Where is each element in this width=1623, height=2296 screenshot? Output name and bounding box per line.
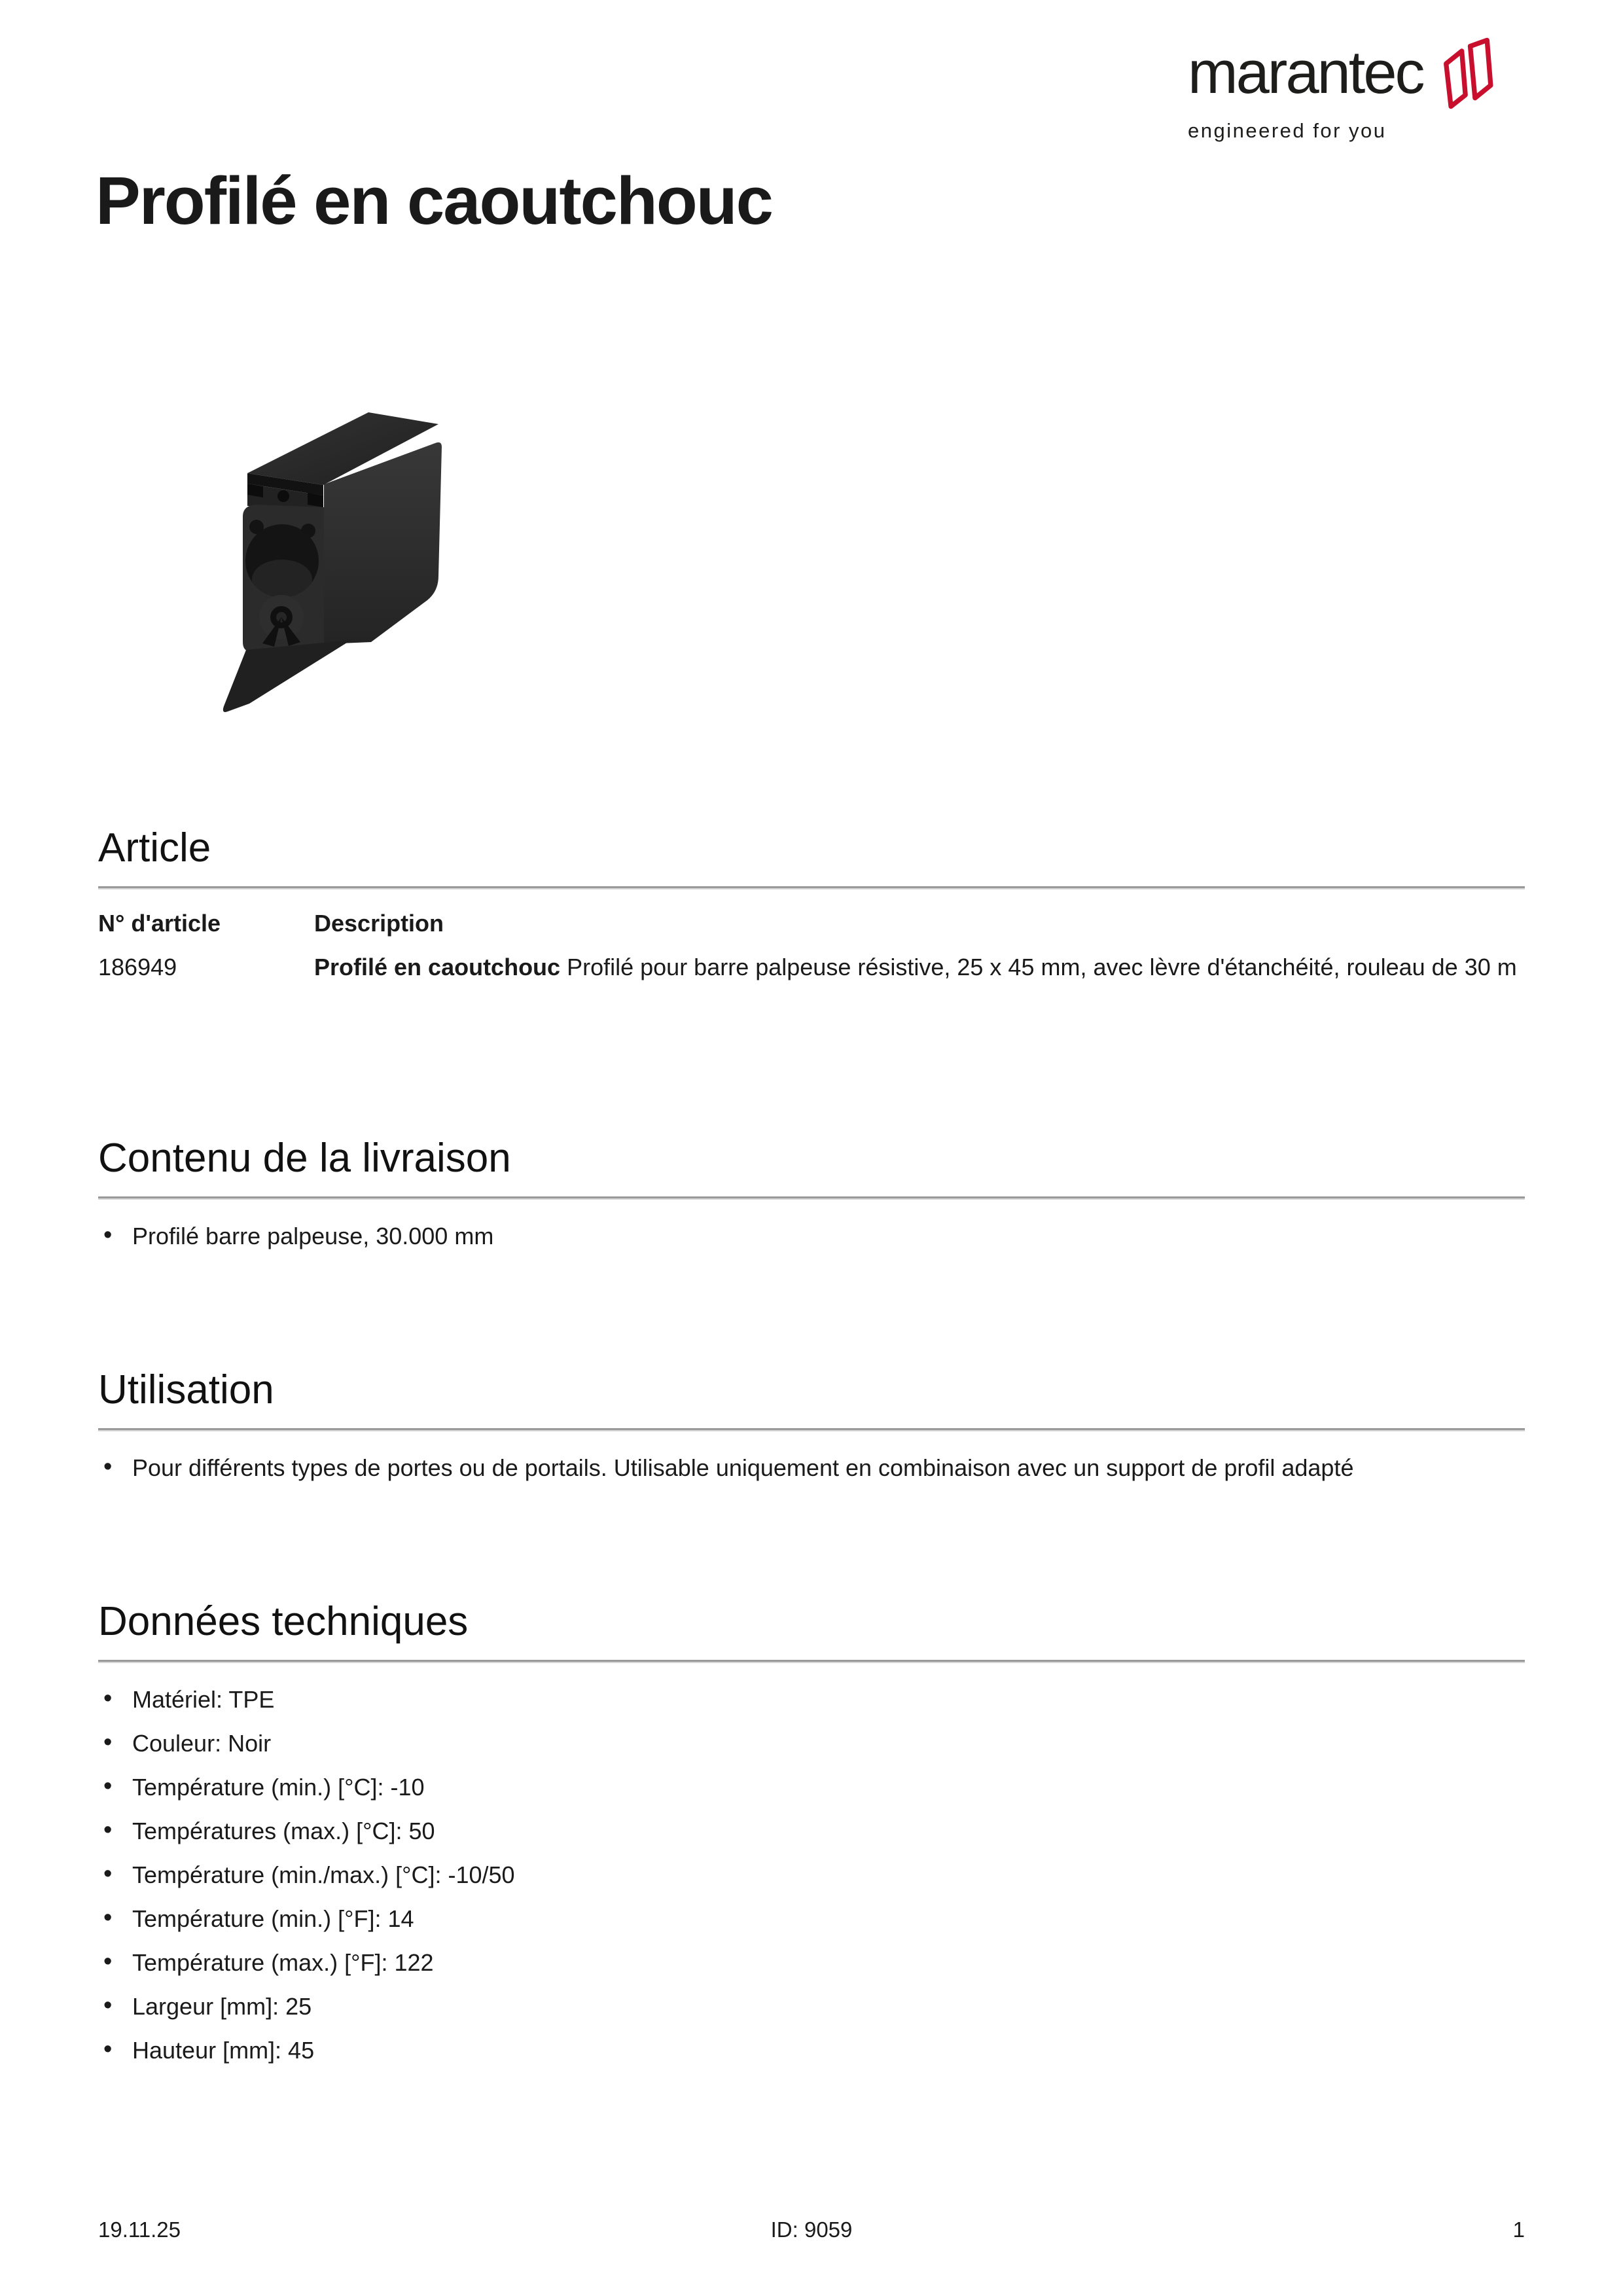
technical-data-list — [98, 1685, 1525, 2065]
marantec-double-door-icon — [1436, 37, 1497, 110]
col-article-number: N° d'article — [98, 910, 221, 937]
section-technical-data — [98, 1600, 1525, 2080]
page-footer — [98, 2217, 1525, 2242]
divider — [98, 1660, 1525, 1663]
section-usage-heading: Utilisation — [98, 1367, 274, 1412]
section-delivery — [98, 1136, 1525, 1266]
article-number: 186949 — [98, 954, 177, 981]
list-item: • Largeur [mm]: 25 — [98, 1992, 1525, 2021]
divider — [98, 1428, 1525, 1431]
list-item: • Hauteur [mm]: 45 — [98, 2036, 1525, 2065]
list-item: • Températures (max.) [°C]: 50 — [98, 1817, 1525, 1846]
section-technical-data-heading: Données techniques — [98, 1599, 469, 1644]
list-item: • Température (min.) [°F]: 14 — [98, 1905, 1525, 1933]
divider — [98, 886, 1525, 889]
section-usage — [98, 1368, 1525, 1498]
list-item: • Température (max.) [°F]: 122 — [98, 1948, 1525, 1977]
footer-doc-id: ID: 9059 — [770, 2217, 853, 2242]
article-table-row — [98, 951, 1525, 984]
section-article-heading: Article — [98, 825, 211, 870]
list-item: • Pour différents types de portes ou de portails. Utilisable uniquement en combinaison avec un support de profil adapté — [98, 1454, 1525, 1482]
list-item: • Profilé barre palpeuse, 30.000 mm — [98, 1222, 1525, 1251]
article-table — [98, 909, 1525, 984]
list-item: • Couleur: Noir — [98, 1729, 1525, 1758]
footer-page-number: 1 — [1512, 2217, 1525, 2242]
article-description-name: Profilé en caoutchouc — [314, 954, 561, 981]
logo — [1188, 39, 1497, 143]
footer-date: 19.11.25 — [98, 2217, 181, 2242]
page-title: Profilé en caoutchouc — [96, 163, 772, 238]
section-article — [98, 826, 1525, 984]
usage-list — [98, 1454, 1525, 1482]
list-item: • Matériel: TPE — [98, 1685, 1525, 1714]
delivery-list — [98, 1222, 1525, 1251]
list-item: • Température (min.) [°C]: -10 — [98, 1773, 1525, 1802]
list-item: • Température (min./max.) [°C]: -10/50 — [98, 1861, 1525, 1890]
article-description-text: Profilé pour barre palpeuse résistive, 25 x 45 mm, avec lèvre d'étanchéité, rouleau de 30 m — [560, 954, 1517, 981]
section-delivery-heading: Contenu de la livraison — [98, 1136, 511, 1181]
rubber-profile-illustration — [193, 383, 474, 720]
divider — [98, 1196, 1525, 1200]
col-description: Description — [314, 910, 444, 937]
product-image — [193, 383, 474, 720]
brand-wordmark: marantec — [1188, 39, 1423, 106]
brand-tagline: engineered for you — [1188, 119, 1387, 142]
logo-row — [1188, 39, 1497, 110]
article-description — [314, 951, 1525, 984]
article-table-header — [98, 909, 1525, 938]
